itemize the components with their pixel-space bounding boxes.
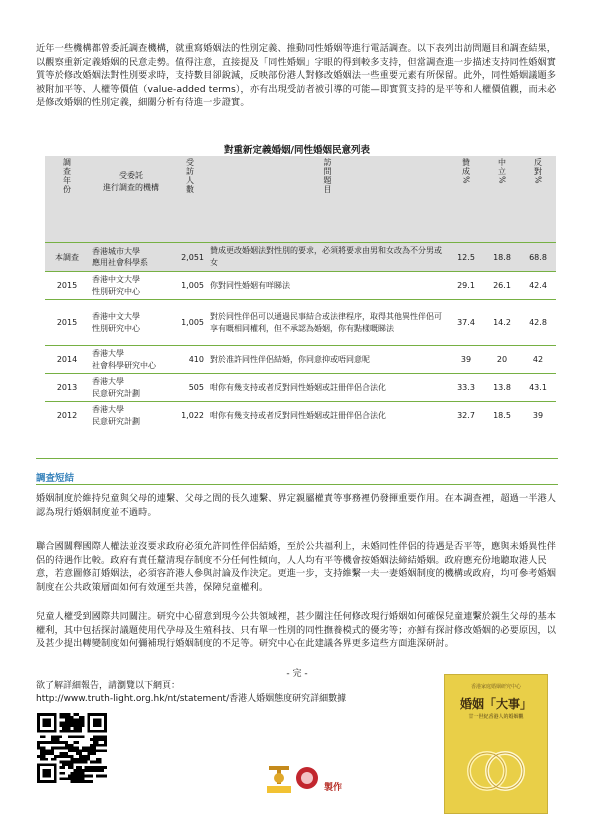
credit-label: 製作 [324, 783, 343, 793]
poll-table [45, 156, 556, 430]
header-count: 受訪人數 [173, 156, 207, 243]
table-bottom-rule [36, 458, 558, 459]
book-subtitle: 廿一世紀香港人的婚姻觀 [468, 714, 524, 720]
book-publisher: 香港家庭婚姻研究中心 [470, 684, 521, 690]
organization-logo-icon [267, 764, 291, 794]
table-header-row [45, 156, 556, 243]
table-row [45, 346, 556, 374]
row-agree: 32.7 [448, 402, 484, 430]
table-row [45, 402, 556, 430]
row-oppose: 68.8 [520, 243, 556, 272]
row-oppose: 42.8 [520, 300, 556, 346]
row-question: 對於准許同性伴侶結婚，你同意抑或唔同意呢 [207, 346, 448, 374]
row-question: 對於同性伴侶可以通過民事結合或法律程序，取得其他異性伴侶可享有嘅相同權利，但不承認為婚姻，你有點樣嘅睇法 [207, 300, 448, 346]
header-neutral: 中立% [484, 156, 520, 243]
row-org: 香港大學 社會科學研究中心 [89, 346, 173, 374]
table-title: 對重新定義婚姻/同性婚姻民意列表 [224, 145, 370, 156]
table-row [45, 374, 556, 402]
table-row [45, 300, 556, 346]
header-org: 受委託 進行調查的機構 [89, 156, 173, 243]
row-org: 香港中文大學 性別研究中心 [89, 272, 173, 300]
summary-paragraph-1: 婚姻制度於維持兒童與父母的連繫、父母之間的長久連繫、界定親屬權責等事務裡仍發揮重要作用。在本調查裡，超過一半港人認為現行婚姻制度並不過時。 [36, 493, 557, 518]
row-neutral: 20 [484, 346, 520, 374]
row-org: 香港大學 民意研究計劃 [89, 402, 173, 430]
row-question: 咁你有幾支持或者反對同性婚姻或註冊伴侶合法化 [207, 402, 448, 430]
row-neutral: 18.5 [484, 402, 520, 430]
row-count: 1,005 [173, 272, 207, 300]
row-question: 你對同性婚姻有咩睇法 [207, 272, 448, 300]
row-count: 410 [173, 346, 207, 374]
row-agree: 29.1 [448, 272, 484, 300]
row-agree: 12.5 [448, 243, 484, 272]
row-count: 505 [173, 374, 207, 402]
more-info [36, 680, 346, 706]
row-question: 贊成更改婚姻法對性別的要求，必須將要求由男和女改為不分男或女 [207, 243, 448, 272]
header-oppose: 反對% [520, 156, 556, 243]
report-link[interactable]: http://www.truth-light.org.hk/nt/statement/香港人婚姻態度研究詳細數據 [36, 694, 347, 704]
row-count: 2,051 [173, 243, 207, 272]
more-info-label: 欲了解詳細報告，請瀏覽以下網頁： [36, 681, 181, 691]
table-row [45, 272, 556, 300]
row-year: 2014 [45, 346, 89, 374]
header-agree: 贊成% [448, 156, 484, 243]
row-neutral: 26.1 [484, 272, 520, 300]
row-agree: 33.3 [448, 374, 484, 402]
qr-code-icon[interactable] [37, 713, 107, 783]
row-question: 咁你有幾支持或者反對同性婚姻或註冊伴侶合法化 [207, 374, 448, 402]
summary-paragraph-3: 兒童人權受到國際共同關注。研究中心留意到現今公共領域裡，甚少關注任何修改現行婚姻如何確保兒童連繫於親生父母的基本權利，其中包括探討議題使用代孕母及生殖科技、只有單一性別的同性撫養模式的優劣等；亦鮮有探討修改婚姻的必要原因，以及甚少提出轉變制度如何彌補現行婚姻制度的不足等。研究中心在此建議各界更多這些方面進深研討。 [36, 611, 557, 650]
row-neutral: 14.2 [484, 300, 520, 346]
row-agree: 37.4 [448, 300, 484, 346]
header-year: 調查年份 [45, 156, 89, 243]
header-question: 訪問題目 [207, 156, 448, 243]
summary-rule [36, 484, 558, 485]
row-year: 2015 [45, 300, 89, 346]
row-org: 香港大學 民意研究計劃 [89, 374, 173, 402]
row-org: 香港中文大學 性別研究中心 [89, 300, 173, 346]
row-oppose: 43.1 [520, 374, 556, 402]
row-oppose: 42.4 [520, 272, 556, 300]
row-year: 2012 [45, 402, 89, 430]
end-mark: - 完 - [286, 669, 308, 679]
row-neutral: 13.8 [484, 374, 520, 402]
intro-paragraph: 近年一些機構都曾委託調查機構，就重寫婚姻法的性別定義、推動同性婚姻等進行電話調查。以下表列出訪問題目和調查結果，以觀察重新定義婚姻的民意走勢。值得注意，直接提及「同性婚姻」字眼的得到較多支持，但當調查進一步描述支持同性婚姻實質等於修改婚姻法對性別要求時，支持數目卻銳減，反映部份港人對修改婚姻法一些重要元素有所保留。此外，同性婚姻議題多被附加平等、人權等價值（value-added terms），亦有出現受訪者被引導的可能—即實質支持的是平等和人權價值觀，而未必是修改婚姻的性別定義，細關分析有待進一步證實。 [36, 43, 557, 109]
row-agree: 39 [448, 346, 484, 374]
book-title: 婚姻「大事」 [459, 697, 532, 711]
row-year: 2015 [45, 272, 89, 300]
row-neutral: 18.8 [484, 243, 520, 272]
table-row [45, 243, 556, 272]
row-year: 2013 [45, 374, 89, 402]
summary-heading: 調查短結 [36, 473, 75, 484]
row-count: 1,005 [173, 300, 207, 346]
row-oppose: 39 [520, 402, 556, 430]
summary-paragraph-2: 聯合國關釋國際人權法並沒要求政府必須允許同性伴侶結婚，至於公共福利上，未婚同性伴侶的待遇是否平等，應與未婚異性伴侶的待遇作比較。政府有責任釐清現存制度不分任何性傾向，人人均有平等機會按婚姻法締結婚姻。政府應充份地聽取港人民意，若意圖修訂婚姻法，必須容許港人參與討論及作決定。更進一步，支持維繫一夫一妻婚姻制度的機構或政府，均可參考婚姻制度在公共政策層面如何有效運至共善，保障兒童權利。 [36, 541, 557, 593]
row-year: 本調查 [45, 243, 89, 272]
row-oppose: 42 [520, 346, 556, 374]
book-cover [444, 674, 548, 814]
wedding-rings-icon [461, 731, 531, 801]
row-org: 香港城市大學 應用社會科學系 [89, 243, 173, 272]
row-count: 1,022 [173, 402, 207, 430]
research-centre-logo-icon [295, 764, 319, 794]
